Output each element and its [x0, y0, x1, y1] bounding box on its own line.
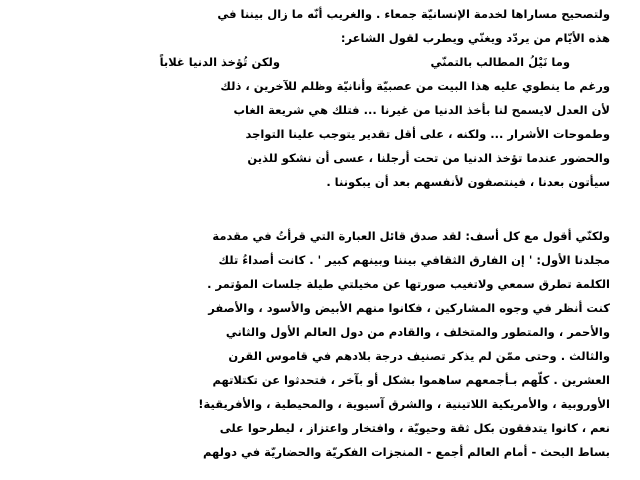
text-line: العشرين . كلّهم بـأجمعهم ساهموا بشكل أو بآخر ، فتحدثوا عن تكتلاتهم [212, 373, 610, 387]
article-text [10, 2, 610, 464]
text-line: ولكنّي أقول مع كل أسف: لقد صدق قائل العبارة التي قرأتُ في مقدمة [212, 229, 610, 243]
text-line: مجلدنا الأول: ' إن الفارق الثقافي بيننا وبينهم كبير ' . كانت أصداءُ تلك [218, 253, 610, 267]
text-line: وطموحات الأشرار ... ولكنه ، على أقل تقدير يتوجب علينا التواجد [245, 127, 610, 141]
text-line: والأحمر ، والمتطور والمتخلف ، والقادم من دول العالم الأول والثاني [225, 325, 610, 339]
text-line: الكلمة تطرق سمعي ولاتغيب صورتها عن مخيلتي طيلة جلسات المؤتمر . [207, 277, 610, 291]
text-line: ولتصحيح مساراها لخدمة الإنسانيّة جمعاء . والغريب أنّه ما زال بيننا في [217, 7, 610, 21]
text-line: والثالث . وحتى ممّن لم يذكر تصنيف درجة بلادهم في قاموس القرن [228, 349, 610, 363]
paragraph-2 [10, 74, 610, 194]
text-line: سيأتون بعدنا ، فينتصفون لأنفسهم بعد أن يبكوننا . [326, 175, 610, 189]
verse-second-hemistich: ولكن تُؤخذ الدنيا غلاباً [159, 55, 280, 69]
text-line: كنت أنظر في وجوه المشاركين ، فكانوا منهم الأبيض والأسود ، والأصفر [208, 301, 610, 315]
text-line: الأوروبية ، والأمريكية اللاتينية ، والشرق آسيوية ، والمحيطية ، والأفريقية! [198, 397, 610, 411]
text-line: بساط البحث - أمام العالم أجمع - المنجزات الفكريّة والحضاريّة في دولهم [203, 445, 610, 459]
text-line: نعم ، كانوا يتدفقون بكل ثقة وحيويّة ، وافتخار واعتزاز ، ليطرحوا على [219, 421, 610, 435]
paragraph-3 [10, 224, 610, 464]
text-line: ورغم ما ينطوي عليه هذا البيت من عصبيّة وأنانيّة وظلم للآخرين ، ذلك [220, 79, 610, 93]
text-line: لأن العدل لايسمح لنا بأخذ الدنيا من غيرنا ... فتلك هي شريعة الغاب [233, 103, 610, 117]
text-line: هذه الأيّام من يردّد ويغنّي ويطرب لقول الشاعر: [340, 31, 610, 45]
text-line: والحضور عندما تؤخذ الدنيا من تحت أرجلنا ، عسى أن نشكو للذين [247, 151, 610, 165]
paragraph-1 [10, 2, 610, 50]
paragraph-gap [10, 194, 610, 224]
poetry-verse [10, 50, 610, 74]
verse-first-hemistich: وما نَيْلُ المطالب بالتمنّي [430, 55, 570, 69]
